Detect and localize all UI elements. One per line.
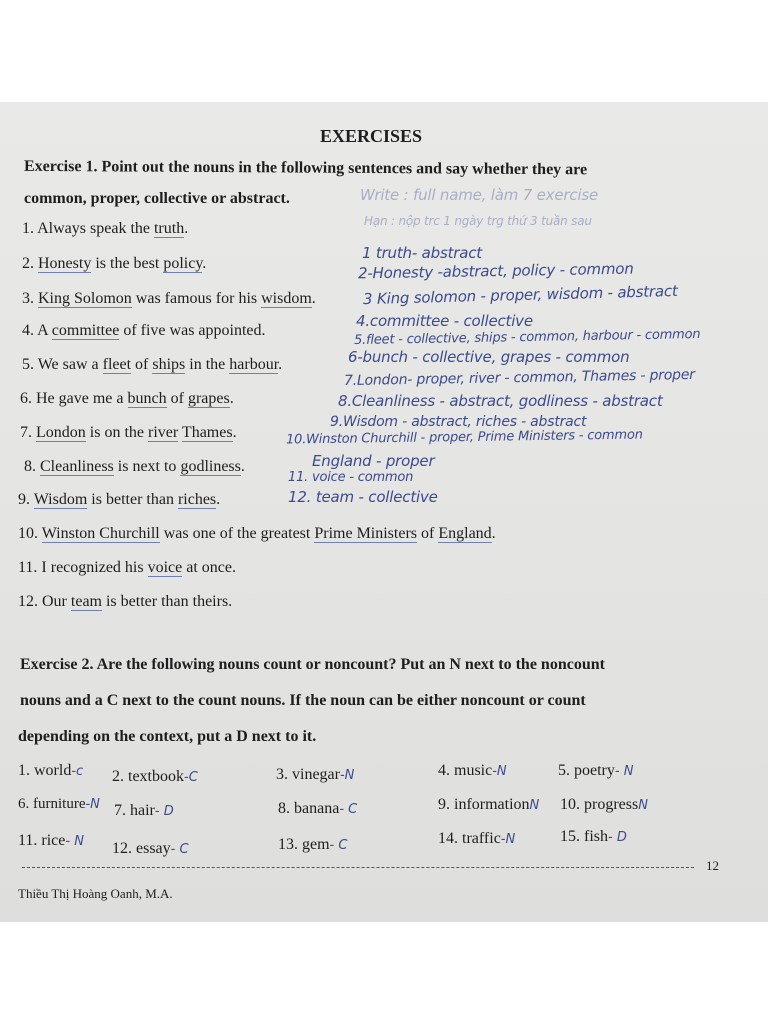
noun-underline: team [70, 593, 102, 610]
handwritten-answer-12: 12. team - collective [288, 488, 438, 506]
sentence-text: is on the [85, 424, 148, 441]
sentence-number: 7. [20, 424, 32, 441]
handwritten-answer-4: 4.committee - collective [356, 312, 533, 330]
handwritten-answer-10b: England - proper [312, 452, 435, 470]
worksheet-page [0, 102, 768, 922]
sentence-text: . [491, 525, 496, 542]
sentence-text: is better than theirs. [101, 593, 233, 610]
noun-answer: -C [184, 770, 198, 785]
exercise2-instruction-line2: nouns and a C next to the count nouns. If the noun can be either noncount or count [20, 692, 586, 709]
noun-answer: - C [329, 838, 348, 853]
handwritten-answer-3: 3 King solomon - proper, wisdom - abstract [362, 281, 678, 309]
sentence-11 [18, 559, 236, 577]
noun-item-9 [438, 796, 539, 814]
handwritten-answer-5: 5.fleet - collective, ships - common, harbour - common [353, 326, 701, 349]
noun-answer: N [529, 798, 540, 813]
noun-label: 2. textbook [112, 768, 184, 785]
noun-answer: -N [339, 768, 355, 783]
sentence-1 [22, 220, 188, 238]
sentence-text: was one of the greatest [159, 525, 315, 542]
handwritten-answer-10: 10.Winston Churchill - proper, Prime Ministers - common [285, 427, 643, 448]
noun-underline: godliness [180, 458, 241, 475]
noun-item-1 [18, 762, 83, 780]
noun-label: 10. progress [560, 796, 639, 813]
sentence-6 [20, 390, 234, 408]
sentence-text: of [417, 525, 439, 542]
noun-underline: England [438, 525, 492, 542]
page-title: EXERCISES [320, 126, 423, 146]
sentence-number: 9. [18, 491, 30, 508]
handwritten-answer-2: 2-Honesty -abstract, policy - common [357, 259, 634, 283]
sentence-text: in the [185, 356, 230, 373]
noun-item-11 [18, 832, 84, 850]
sentence-text: I recognized his [41, 559, 148, 576]
sentence-4 [22, 322, 266, 340]
sentence-number: 6. [20, 390, 32, 407]
noun-underline: London [36, 424, 86, 441]
sentence-9 [18, 491, 220, 509]
noun-label: 6. furniture [18, 796, 86, 812]
handwritten-answer-9: 9.Wisdom - abstract, riches - abstract [330, 414, 587, 430]
noun-item-6 [18, 796, 100, 813]
sentence-number: 1. [22, 220, 34, 237]
noun-underline: Wisdom [33, 491, 88, 508]
noun-answer: -N [492, 764, 507, 779]
footer-divider [22, 867, 694, 868]
sentence-7 [20, 424, 237, 442]
noun-answer: -N [500, 832, 516, 847]
noun-item-2 [112, 768, 198, 786]
sentence-number: 2. [22, 255, 34, 272]
sentence-text: is better than [87, 491, 178, 508]
noun-answer: - C [339, 802, 358, 817]
sentence-text: . [240, 458, 245, 475]
exercise1-instruction-line1: Exercise 1. Point out the nouns in the following sentences and say whether they are [23, 157, 588, 179]
sentence-text: We saw a [37, 356, 103, 373]
noun-item-12 [112, 840, 189, 858]
noun-answer: - N [65, 834, 84, 849]
sentence-text: was famous for his [131, 290, 262, 307]
noun-label: 14. traffic [438, 830, 501, 847]
noun-answer: -c [71, 764, 84, 779]
noun-underline: voice [147, 559, 183, 576]
noun-item-14 [438, 830, 515, 848]
noun-item-15 [560, 828, 627, 846]
handwritten-answer-11: 11. voice - common [288, 470, 414, 485]
noun-label: 5. poetry [558, 762, 615, 779]
noun-answer: -N [85, 797, 100, 812]
sentence-text: is next to [113, 458, 181, 475]
sentence-text: of [166, 390, 188, 407]
sentence-text: . [311, 290, 316, 307]
noun-label: 15. fish [560, 828, 608, 845]
sentence-10 [18, 525, 496, 543]
sentence-number: 8. [24, 458, 36, 475]
sentence-12 [18, 593, 232, 611]
sentence-text: of five was appointed. [119, 322, 266, 339]
sentence-number: 3. [22, 290, 34, 307]
sentence-3 [22, 290, 316, 308]
noun-label: 4. music [438, 762, 493, 779]
noun-item-10 [560, 796, 648, 814]
sentence-text: Our [42, 593, 71, 610]
noun-label: 1. world [18, 762, 72, 779]
noun-underline: Prime Ministers [314, 525, 418, 542]
noun-label: 8. banana [278, 800, 340, 817]
noun-underline: Honesty [38, 255, 92, 272]
sentence-5 [22, 356, 282, 374]
noun-underline: Winston Churchill [41, 525, 160, 542]
noun-answer: - C [170, 842, 189, 857]
sentence-text: of [131, 356, 153, 373]
noun-answer: N [638, 798, 648, 813]
sentence-number: 11. [18, 559, 38, 576]
sentence-text: . [216, 491, 221, 508]
noun-label: 13. gem [278, 836, 330, 853]
sentence-number: 5. [22, 356, 34, 373]
sentence-2 [22, 255, 206, 273]
sentence-text: . [232, 424, 237, 441]
noun-label: 11. rice [18, 832, 66, 849]
noun-label: 12. essay [112, 840, 171, 857]
sentence-text: at once. [182, 559, 236, 576]
sentence-text: Always speak the [37, 220, 154, 237]
noun-underline: truth [153, 220, 185, 237]
noun-item-4 [438, 762, 507, 780]
noun-item-7 [114, 802, 174, 820]
sentence-8 [24, 458, 245, 476]
exercise1-instruction-line2: common, proper, collective or abstract. [24, 190, 290, 207]
noun-answer: - D [608, 830, 627, 845]
noun-underline: harbour [229, 356, 279, 373]
handwritten-note-write: Write : full name, làm 7 exercise [360, 186, 598, 204]
sentence-text: . [202, 255, 207, 272]
noun-label: 7. hair [114, 802, 155, 819]
sentence-number: 10. [18, 525, 38, 542]
noun-item-8 [278, 800, 357, 818]
handwritten-answer-8: 8.Cleanliness - abstract, godliness - abstract [338, 392, 663, 410]
handwritten-answer-7: 7.London- proper, river - common, Thames - proper [343, 366, 695, 390]
sentence-text: . [229, 390, 234, 407]
handwritten-answer-1: 1 truth- abstract [362, 244, 482, 262]
noun-underline: ships [152, 356, 186, 373]
sentence-text: . [278, 356, 283, 373]
noun-underline: grapes [187, 390, 230, 407]
noun-underline: Thames [181, 424, 233, 441]
sentence-text: . [184, 220, 189, 237]
author-credit: Thiều Thị Hoàng Oanh, M.A. [18, 886, 173, 901]
handwritten-note-deadline: Hạn : nộp trc 1 ngày trg thứ 3 tuần sau [364, 214, 592, 228]
noun-label: 3. vinegar [276, 766, 340, 783]
noun-answer: - N [614, 764, 634, 779]
sentence-number: 12. [18, 593, 38, 610]
noun-underline: bunch [127, 390, 167, 407]
sentence-text: He gave me a [36, 390, 128, 407]
noun-underline: policy [163, 255, 203, 272]
page-number: 12 [706, 858, 719, 873]
noun-underline: wisdom [261, 290, 312, 307]
noun-answer: - D [154, 804, 174, 819]
exercise2-instruction-line3: depending on the context, put a D next to it. [18, 728, 317, 745]
noun-underline: river [148, 424, 179, 441]
sentence-text: is the best [91, 255, 164, 272]
noun-item-3 [276, 766, 354, 784]
noun-item-13 [278, 836, 347, 854]
noun-underline: riches [177, 491, 217, 508]
noun-underline: Cleanliness [40, 458, 114, 475]
handwritten-answer-6: 6-bunch - collective, grapes - common [348, 348, 630, 366]
noun-label: 9. information [438, 796, 530, 813]
noun-item-5 [558, 762, 633, 780]
sentence-number: 4. [22, 322, 34, 339]
noun-underline: committee [51, 322, 120, 339]
sentence-text: A [37, 322, 52, 339]
exercise2-instruction-line1: Exercise 2. Are the following nouns count or noncount? Put an N next to the noncount [20, 656, 605, 673]
noun-underline: King Solomon [38, 290, 132, 307]
noun-underline: fleet [102, 356, 132, 373]
